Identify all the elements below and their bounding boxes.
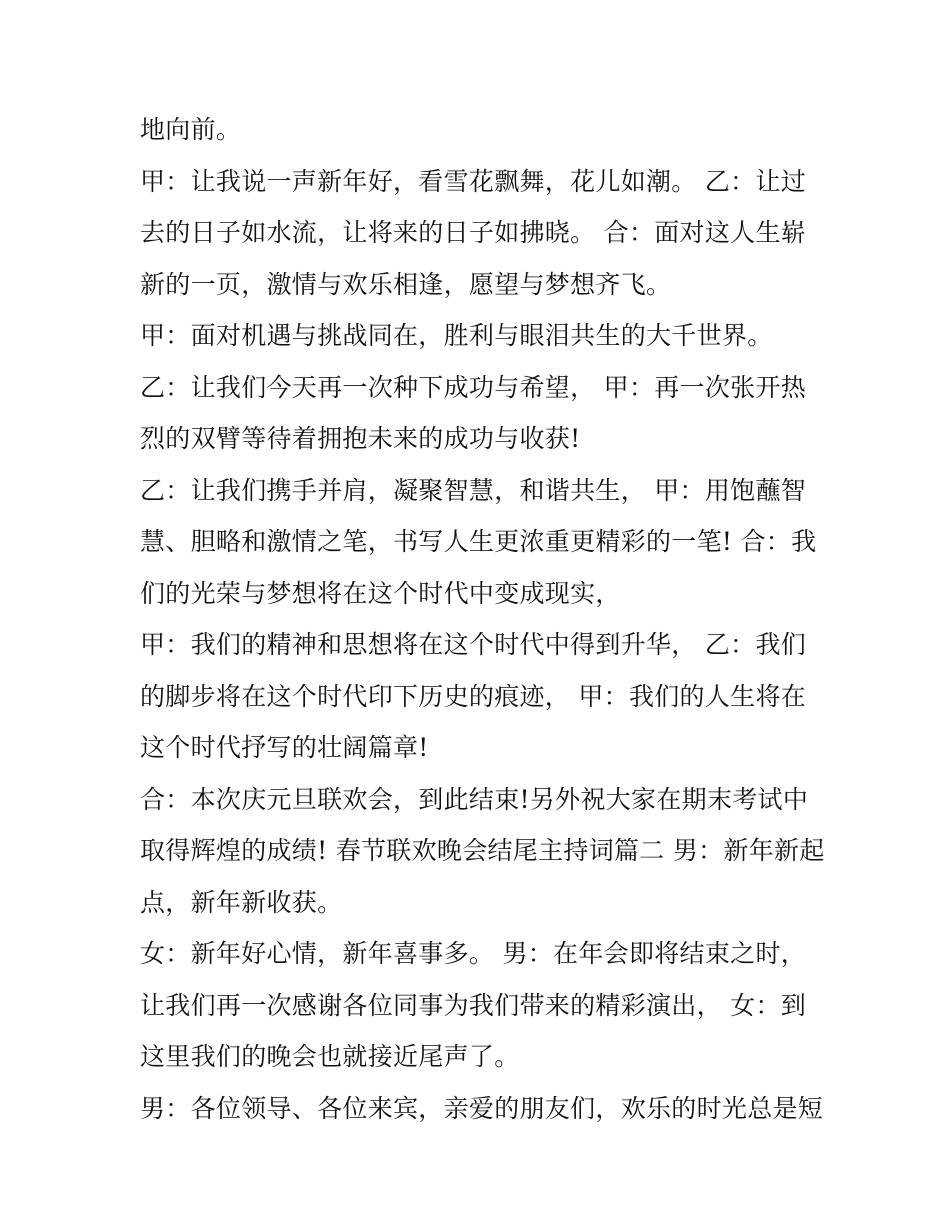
text-line: 乙：让我们今天再一次种下成功与希望， 甲：再一次张开热 xyxy=(140,372,807,402)
text-line: 们的光荣与梦想将在这个时代中变成现实， xyxy=(140,578,621,608)
text-line: 取得辉煌的成绩! 春节联欢晚会结尾主持词篇二 男：新年新起 xyxy=(140,836,825,865)
text-line: 男：各位领导、各位来宾，亲爱的朋友们，欢乐的时光总是短 xyxy=(140,1093,824,1123)
text-line: 地向前。 xyxy=(140,115,242,144)
text-line: 这个时代抒写的壮阔篇章! xyxy=(140,733,429,762)
text-line: 慧、胆略和激情之笔，书写人生更浓重更精彩的一笔! 合：我 xyxy=(140,527,817,556)
text-line: 合：本次庆元旦联欢会，到此结束!另外祝大家在期末考试中 xyxy=(140,784,809,814)
text-line: 去的日子如水流，让将来的日子如拂晓。 合：面对这人生崭 xyxy=(140,218,807,247)
text-line: 甲：面对机遇与挑战同在，胜利与眼泪共生的大千世界。 xyxy=(140,321,773,350)
text-line: 烈的双臂等待着拥抱未来的成功与收获! xyxy=(140,424,581,453)
text-line: 乙：让我们携手并肩，凝聚智慧，和谐共生， 甲：用饱蘸智 xyxy=(140,475,807,505)
document-body xyxy=(140,104,825,1134)
text-line: 甲：让我说一声新年好，看雪花飘舞，花儿如潮。 乙：让过 xyxy=(140,166,807,196)
text-line: 的脚步将在这个时代印下历史的痕迹， 甲：我们的人生将在 xyxy=(140,681,807,711)
text-line: 女：新年好心情，新年喜事多。 男：在年会即将结束之时， xyxy=(140,939,807,968)
text-line: 这里我们的晚会也就接近尾声了。 xyxy=(140,1042,520,1071)
text-line: 点，新年新收获。 xyxy=(140,887,343,917)
text-line: 让我们再一次感谢各位同事为我们带来的精彩演出， 女：到 xyxy=(140,990,807,1020)
text-line: 甲：我们的精神和思想将在这个时代中得到升华， 乙：我们 xyxy=(140,630,807,659)
text-line: 新的一页，激情与欢乐相逢，愿望与梦想齐飞。 xyxy=(140,269,672,299)
